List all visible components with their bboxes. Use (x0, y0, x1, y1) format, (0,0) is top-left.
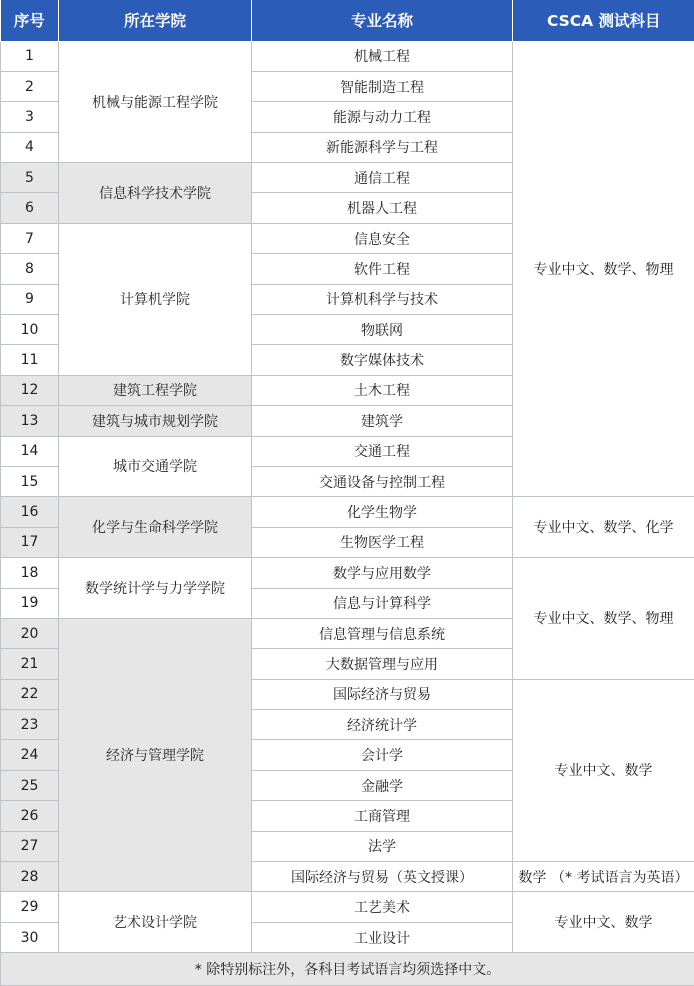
csca-subjects-cell: 专业中文、数学 (513, 892, 694, 953)
serial-number-cell: 20 (1, 618, 59, 648)
major-name-cell: 经济统计学 (252, 710, 513, 740)
major-name-cell: 软件工程 (252, 254, 513, 284)
major-name-cell: 国际经济与贸易（英文授课） (252, 862, 513, 892)
serial-number-cell: 30 (1, 922, 59, 952)
major-name-cell: 金融学 (252, 770, 513, 800)
college-cell: 数学统计学与力学学院 (59, 558, 252, 619)
college-cell: 建筑与城市规划学院 (59, 406, 252, 436)
header-row (1, 0, 694, 41)
csca-subjects-cell: 专业中文、数学 (513, 679, 694, 861)
major-name-cell: 物联网 (252, 315, 513, 345)
serial-number-cell: 25 (1, 770, 59, 800)
serial-number-cell: 19 (1, 588, 59, 618)
serial-number-cell: 18 (1, 558, 59, 588)
footnote-row (1, 953, 694, 986)
serial-number-cell: 9 (1, 284, 59, 314)
major-name-cell: 大数据管理与应用 (252, 649, 513, 679)
college-cell: 计算机学院 (59, 223, 252, 375)
table-row (1, 41, 694, 71)
major-name-cell: 交通工程 (252, 436, 513, 466)
serial-number-cell: 29 (1, 892, 59, 922)
table-row (1, 558, 694, 588)
college-cell: 建筑工程学院 (59, 375, 252, 405)
college-cell: 经济与管理学院 (59, 618, 252, 892)
major-name-cell: 工艺美术 (252, 892, 513, 922)
serial-number-cell: 5 (1, 163, 59, 193)
major-name-cell: 建筑学 (252, 406, 513, 436)
college-cell: 机械与能源工程学院 (59, 41, 252, 163)
major-name-cell: 工商管理 (252, 801, 513, 831)
major-name-cell: 化学生物学 (252, 497, 513, 527)
college-cell: 信息科学技术学院 (59, 163, 252, 224)
serial-number-cell: 16 (1, 497, 59, 527)
major-name-cell: 数学与应用数学 (252, 558, 513, 588)
serial-number-cell: 23 (1, 710, 59, 740)
college-cell: 化学与生命科学学院 (59, 497, 252, 558)
serial-number-cell: 3 (1, 102, 59, 132)
major-name-cell: 国际经济与贸易 (252, 679, 513, 709)
header-csca-subjects: CSCA 测试科目 (513, 0, 694, 41)
major-name-cell: 智能制造工程 (252, 71, 513, 101)
footnote: * 除特别标注外，各科目考试语言均须选择中文。 (1, 953, 694, 986)
major-name-cell: 会计学 (252, 740, 513, 770)
serial-number-cell: 12 (1, 375, 59, 405)
csca-subjects-cell: 数学 （* 考试语言为英语） (513, 862, 694, 892)
college-cell: 城市交通学院 (59, 436, 252, 497)
major-name-cell: 机器人工程 (252, 193, 513, 223)
major-name-cell: 信息管理与信息系统 (252, 618, 513, 648)
major-name-cell: 交通设备与控制工程 (252, 466, 513, 496)
major-name-cell: 土木工程 (252, 375, 513, 405)
serial-number-cell: 17 (1, 527, 59, 557)
major-name-cell: 机械工程 (252, 41, 513, 71)
serial-number-cell: 14 (1, 436, 59, 466)
serial-number-cell: 27 (1, 831, 59, 861)
major-name-cell: 数字媒体技术 (252, 345, 513, 375)
serial-number-cell: 10 (1, 315, 59, 345)
table-body (1, 41, 694, 986)
csca-subjects-cell: 专业中文、数学、物理 (513, 41, 694, 497)
header-serial: 序号 (1, 0, 59, 41)
major-name-cell: 信息与计算科学 (252, 588, 513, 618)
csca-subjects-cell: 专业中文、数学、物理 (513, 558, 694, 680)
serial-number-cell: 4 (1, 132, 59, 162)
major-name-cell: 法学 (252, 831, 513, 861)
college-cell: 艺术设计学院 (59, 892, 252, 953)
serial-number-cell: 21 (1, 649, 59, 679)
serial-number-cell: 28 (1, 862, 59, 892)
table-row (1, 497, 694, 527)
csca-subjects-cell: 专业中文、数学、化学 (513, 497, 694, 558)
major-name-cell: 新能源科学与工程 (252, 132, 513, 162)
header-college: 所在学院 (59, 0, 252, 41)
serial-number-cell: 24 (1, 740, 59, 770)
serial-number-cell: 2 (1, 71, 59, 101)
serial-number-cell: 15 (1, 466, 59, 496)
major-name-cell: 计算机科学与技术 (252, 284, 513, 314)
serial-number-cell: 26 (1, 801, 59, 831)
major-name-cell: 生物医学工程 (252, 527, 513, 557)
header-major: 专业名称 (252, 0, 513, 41)
serial-number-cell: 11 (1, 345, 59, 375)
serial-number-cell: 13 (1, 406, 59, 436)
table-row (1, 892, 694, 922)
serial-number-cell: 7 (1, 223, 59, 253)
serial-number-cell: 8 (1, 254, 59, 284)
major-name-cell: 信息安全 (252, 223, 513, 253)
major-name-cell: 通信工程 (252, 163, 513, 193)
serial-number-cell: 1 (1, 41, 59, 71)
major-name-cell: 工业设计 (252, 922, 513, 952)
major-name-cell: 能源与动力工程 (252, 102, 513, 132)
serial-number-cell: 22 (1, 679, 59, 709)
serial-number-cell: 6 (1, 193, 59, 223)
